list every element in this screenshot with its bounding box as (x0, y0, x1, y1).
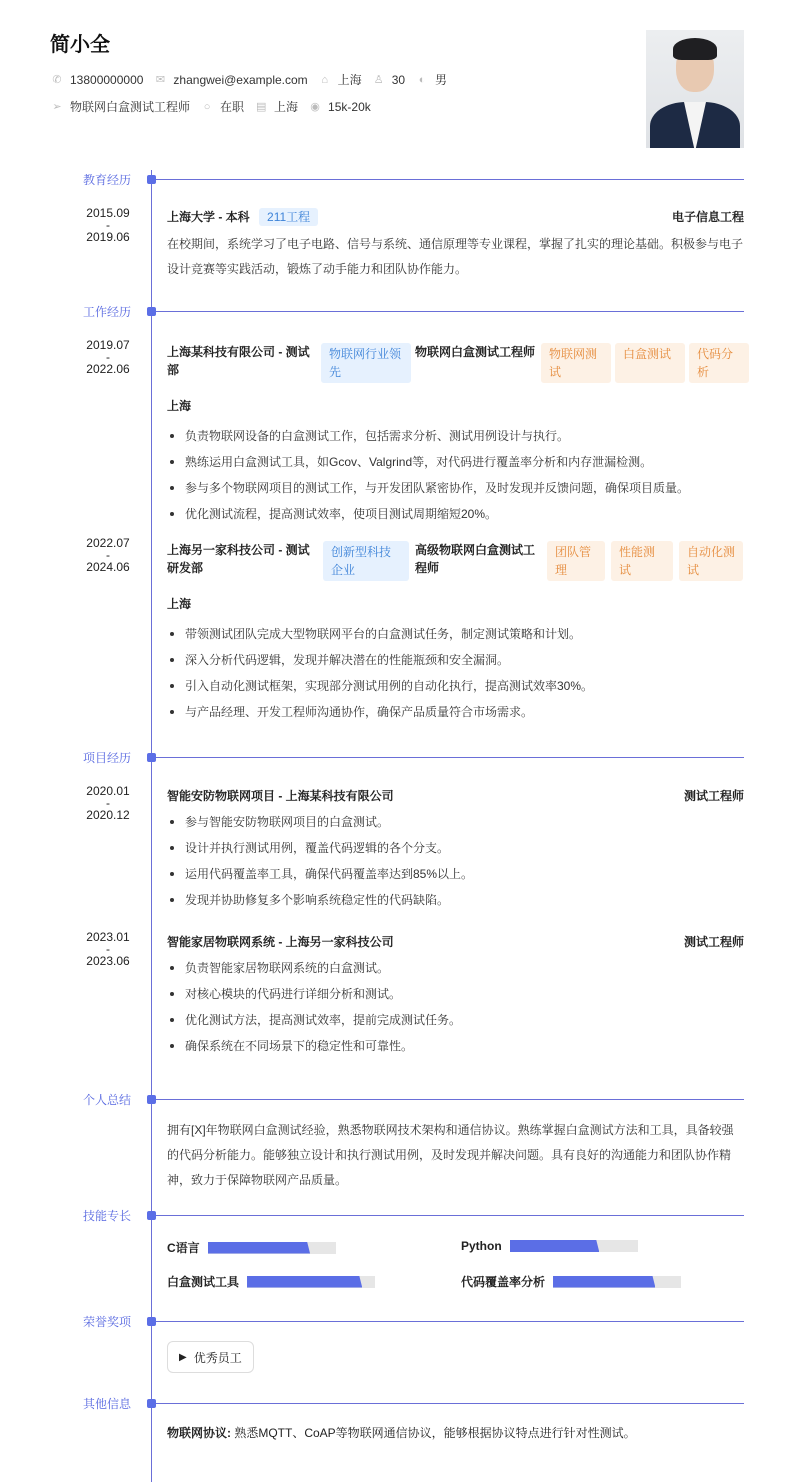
project-date: 2023.01 - 2023.06 (86, 930, 130, 968)
phone: 13800000000 (70, 72, 144, 87)
job-intent-row (52, 98, 383, 115)
home-icon: ⌂ (321, 73, 328, 86)
job-title: 物联网白盒测试工程师 (70, 100, 191, 114)
section-skills (0, 1207, 794, 1223)
status-icon: ○ (203, 100, 211, 113)
skill-bar-fill (208, 1242, 310, 1254)
skill-item: 白盒测试工具 (167, 1273, 375, 1290)
salary-icon: ◉ (310, 101, 320, 113)
building-icon: ▤ (256, 101, 267, 113)
avatar-photo (646, 30, 744, 148)
email: zhangwei@example.com (173, 72, 308, 87)
send-icon: ➢ (52, 101, 62, 113)
section-other (0, 1395, 794, 1411)
salary: 15k-20k (328, 99, 371, 114)
work-date: 2022.07 - 2024.06 (86, 536, 130, 574)
other-info: 物联网协议: 熟悉MQTT、CoAP等物联网通信协议，能够根据协议特点进行针对性测试。 (167, 1426, 636, 1440)
status: 在职 (220, 100, 245, 114)
section-title: 项目经历 (83, 751, 132, 765)
age-icon: ♙ (373, 74, 384, 86)
section-title: 技能专长 (83, 1209, 132, 1223)
section-title: 教育经历 (83, 173, 132, 187)
gender: 男 (435, 73, 448, 87)
section-title: 荣誉奖项 (83, 1315, 132, 1329)
section-work (0, 303, 794, 319)
skill-item: 代码覆盖率分析 (461, 1273, 681, 1290)
education-entry (167, 206, 744, 282)
major: 电子信息工程 (671, 210, 744, 224)
skill-item: C语言 (167, 1239, 336, 1256)
school-tag: 211工程 (259, 208, 318, 226)
skill-bar-fill (510, 1240, 600, 1252)
edu-date: 2015.09 - 2019.06 (86, 206, 130, 244)
section-honors (0, 1313, 794, 1329)
work-date: 2019.07 - 2022.06 (86, 338, 130, 376)
project-entry: 智能安防物联网项目 - 上海某科技有限公司 测试工程师 参与智能安防物联网项目的白盒测试。 设计并执行测试用例，覆盖代码逻辑的各个分支。 运用代码覆盖率工具，确保代码覆盖率达到85%以上。 发现并协助修复多个影响系统稳定性的代码缺陷。 (167, 785, 744, 913)
work-entry: 上海另一家科技公司 - 测试研发部 创新型科技企业 高级物联网白盒测试工程师 团队管理 性能测试 自动化测试 上海 带领测试团队完成大型物联网平台的白盒测试任务，制定测试策略和计划。 深入分析代码逻辑，发现并解决潜在的性能瓶颈和安全漏洞。 引入自动化测试框架，实现部分测试用例的自动化执行，提高测试效率30%。 与产品经理、开发工程师沟通协作，确保产品质量符合市场需求。 (167, 541, 744, 725)
timeline-line (151, 170, 152, 1482)
play-icon: ▶ (179, 1351, 187, 1363)
section-title: 个人总结 (83, 1093, 132, 1107)
edu-desc: 在校期间，系统学习了电子电路、信号与系统、通信原理等专业课程，掌握了扎实的理论基础。积极参与电子设计竞赛等实践活动，锻炼了动手能力和团队协作能力。 (167, 237, 744, 276)
work-entry: 上海某科技有限公司 - 测试部 物联网行业领先 物联网白盒测试工程师 物联网测试 白盒测试 代码分析 上海 负责物联网设备的白盒测试工作，包括需求分析、测试用例设计与执行。 熟练运用白盒测试工具，如Gcov、Valgrind等，对代码进行覆盖率分析和内存泄漏检测。 参与多个物联网项目的测试工作，与开发团队紧密协作，及时发现并反馈问题，确保项目质量。 优化测试流程，提高测试效率，使项目测试周期缩短20%。 (167, 343, 744, 527)
school: 上海大学 - 本科 (167, 210, 250, 224)
mail-icon: ✉ (155, 74, 166, 86)
phone-icon: ✆ (52, 74, 62, 86)
section-title: 其他信息 (83, 1397, 132, 1411)
candidate-name: 简小全 (50, 34, 110, 56)
section-projects (0, 749, 794, 765)
age: 30 (391, 72, 406, 87)
section-education (0, 171, 794, 187)
contact-row (52, 71, 459, 88)
summary-text: 拥有[X]年物联网白盒测试经验，熟悉物联网技术架构和通信协议。熟练掌握白盒测试方法和工具，具备较强的代码分析能力。能够独立设计和执行测试用例，及时发现并解决问题。具有良好的沟通能力和团队协作精神，致力于保障物联网产品质量。 (167, 1123, 734, 1187)
city: 上海 (337, 73, 362, 87)
honor-item[interactable]: ▶ 优秀员工 (167, 1341, 254, 1373)
skill-item: Python (461, 1239, 638, 1253)
work-city: 上海 (274, 100, 299, 114)
section-title: 工作经历 (83, 305, 132, 319)
section-summary (0, 1091, 794, 1107)
project-entry: 智能家居物联网系统 - 上海另一家科技公司 测试工程师 负责智能家居物联网系统的白盒测试。 对核心模块的代码进行详细分析和测试。 优化测试方法，提高测试效率，提前完成测试任务。 确保系统在不同场景下的稳定性和可靠性。 (167, 931, 744, 1059)
skill-bar-fill (553, 1276, 655, 1288)
gender-icon: ◐ (418, 73, 426, 86)
project-date: 2020.01 - 2020.12 (86, 784, 130, 822)
skill-bar-fill (247, 1276, 362, 1288)
